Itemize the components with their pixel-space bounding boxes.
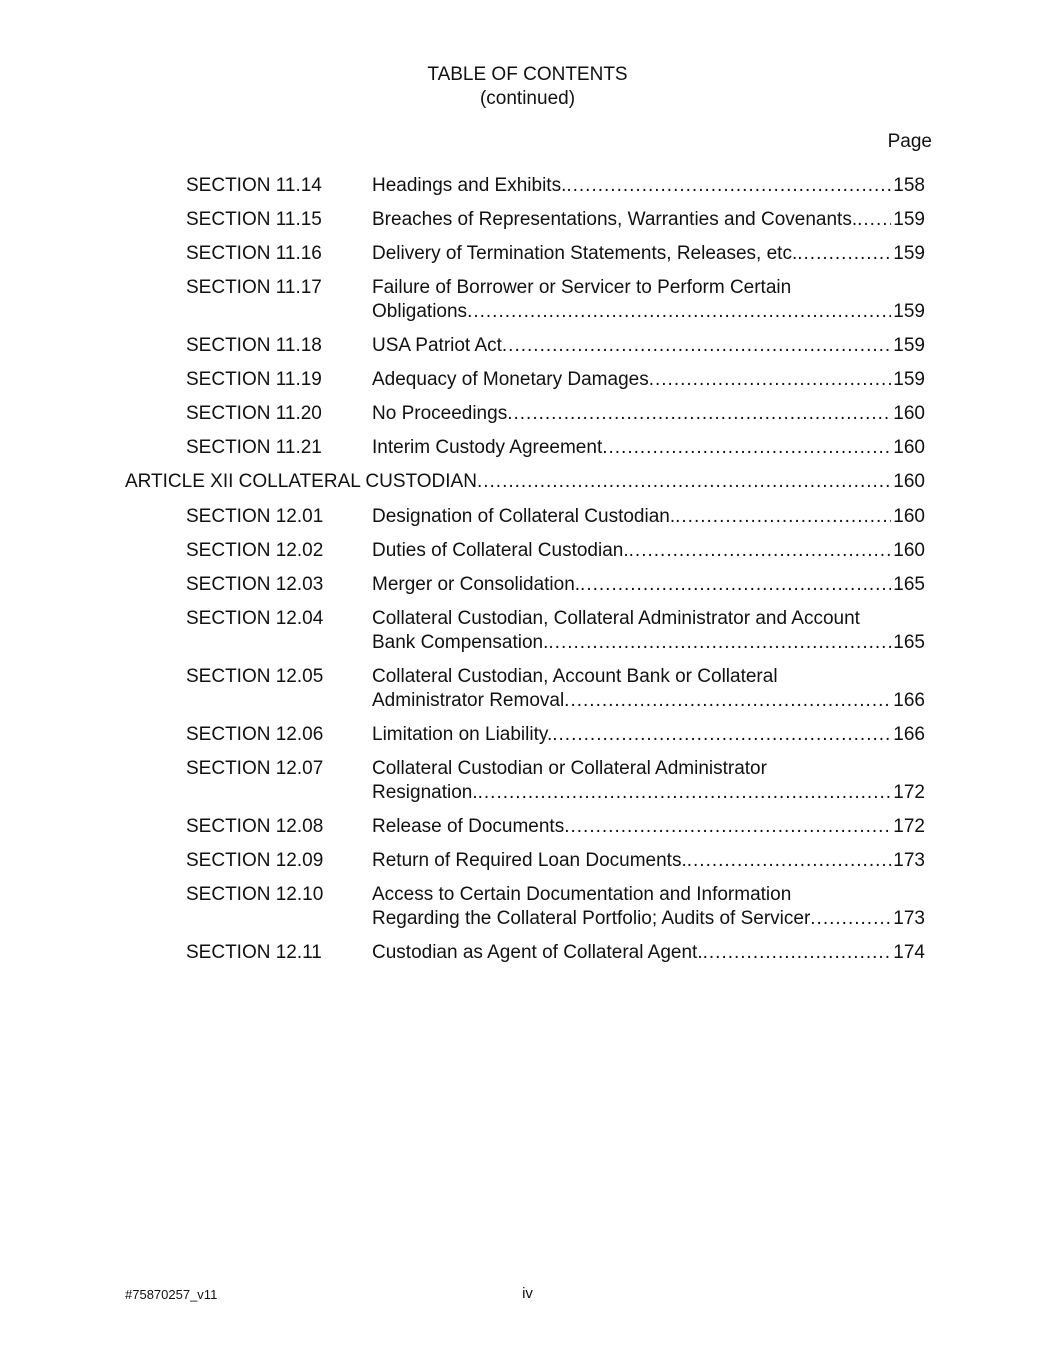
dot-leader bbox=[467, 300, 891, 324]
dot-leader bbox=[552, 723, 891, 747]
page-number: 165 bbox=[893, 574, 925, 595]
dot-leader bbox=[602, 436, 891, 460]
page-number: 159 bbox=[893, 369, 925, 390]
section-heading-line: Resignation. bbox=[372, 782, 478, 803]
section-heading-line: Adequacy of Monetary Damages bbox=[372, 369, 649, 390]
page-number: 158 bbox=[893, 175, 925, 196]
section-number: SECTION 11.16 bbox=[186, 243, 322, 264]
footer-doc-id: #75870257_v11 bbox=[125, 1287, 218, 1302]
section-number: SECTION 12.07 bbox=[186, 758, 324, 779]
section-heading bbox=[372, 849, 925, 873]
page-number: 174 bbox=[893, 942, 925, 963]
section-number: SECTION 12.11 bbox=[186, 942, 322, 963]
section-heading bbox=[372, 276, 925, 324]
dot-leader bbox=[675, 505, 891, 529]
section-heading-line: USA Patriot Act bbox=[372, 335, 502, 356]
section-heading bbox=[372, 505, 925, 529]
page-number: 165 bbox=[893, 632, 925, 653]
section-heading bbox=[372, 573, 925, 597]
page-number: 159 bbox=[893, 335, 925, 356]
section-heading bbox=[372, 334, 925, 358]
section-heading-line: Release of Documents bbox=[372, 816, 565, 837]
section-number: SECTION 12.06 bbox=[186, 724, 324, 745]
page-number: 172 bbox=[893, 816, 925, 837]
page-column-label: Page bbox=[887, 131, 932, 152]
footer-page-number: iv bbox=[522, 1285, 533, 1302]
section-heading-line: Collateral Custodian, Collateral Administrator and Account bbox=[372, 608, 860, 629]
toc-title-block bbox=[0, 63, 1055, 111]
dot-leader bbox=[502, 334, 891, 358]
dot-leader bbox=[564, 815, 891, 839]
section-number: SECTION 11.20 bbox=[186, 403, 322, 424]
section-heading-line: Access to Certain Documentation and Information bbox=[372, 884, 792, 905]
toc-subtitle: (continued) bbox=[479, 88, 576, 109]
page-number: 160 bbox=[893, 471, 925, 492]
section-heading-line: Bank Compensation. bbox=[372, 632, 549, 653]
section-heading bbox=[372, 402, 925, 426]
section-number: SECTION 12.04 bbox=[186, 608, 324, 629]
section-heading bbox=[372, 174, 925, 198]
dot-leader bbox=[629, 539, 892, 563]
dot-leader bbox=[507, 402, 891, 426]
dot-leader bbox=[548, 631, 891, 655]
section-heading bbox=[372, 665, 925, 713]
section-heading bbox=[372, 607, 925, 655]
section-heading-line: Interim Custody Agreement bbox=[372, 437, 603, 458]
section-heading bbox=[372, 436, 925, 460]
section-heading-line: Merger or Consolidation. bbox=[372, 574, 581, 595]
section-number: SECTION 11.14 bbox=[186, 175, 322, 196]
section-number: SECTION 12.03 bbox=[186, 574, 324, 595]
section-heading bbox=[372, 368, 925, 392]
section-heading bbox=[372, 883, 925, 931]
section-heading-line: Obligations bbox=[372, 301, 468, 322]
page-number: 160 bbox=[893, 540, 925, 561]
section-heading-line: Regarding the Collateral Portfolio; Audits of Servicer bbox=[372, 908, 811, 929]
section-number: SECTION 12.10 bbox=[186, 884, 324, 905]
dot-leader bbox=[566, 174, 891, 198]
page-number: 159 bbox=[893, 301, 925, 322]
dot-leader bbox=[564, 689, 891, 713]
page-number: 166 bbox=[893, 690, 925, 711]
toc-title: TABLE OF CONTENTS bbox=[427, 64, 628, 85]
section-heading-line: Delivery of Termination Statements, Releases, etc. bbox=[372, 243, 798, 264]
dot-leader bbox=[580, 573, 891, 597]
page-number: 159 bbox=[893, 243, 925, 264]
section-number: SECTION 11.19 bbox=[186, 369, 322, 390]
section-heading-line: Duties of Collateral Custodian. bbox=[372, 540, 629, 561]
section-heading bbox=[372, 723, 925, 747]
section-heading-line: Limitation on Liability. bbox=[372, 724, 553, 745]
section-heading-line: Failure of Borrower or Servicer to Perform Certain bbox=[372, 277, 792, 298]
section-number: SECTION 12.08 bbox=[186, 816, 324, 837]
page-number: 173 bbox=[893, 908, 925, 929]
dot-leader bbox=[478, 781, 892, 805]
page-number: 160 bbox=[893, 403, 925, 424]
section-heading bbox=[372, 941, 925, 965]
section-heading-line: Return of Required Loan Documents. bbox=[372, 850, 687, 871]
section-number: SECTION 11.17 bbox=[186, 277, 322, 298]
page-number: 173 bbox=[893, 850, 925, 871]
section-number: SECTION 12.05 bbox=[186, 666, 324, 687]
section-heading-line: Collateral Custodian or Collateral Administrator bbox=[372, 758, 767, 779]
section-number: SECTION 12.02 bbox=[186, 540, 324, 561]
section-heading-line: Headings and Exhibits. bbox=[372, 175, 567, 196]
page-number: 172 bbox=[893, 782, 925, 803]
page-number: 160 bbox=[893, 506, 925, 527]
page-number: 160 bbox=[893, 437, 925, 458]
section-heading-line: Designation of Collateral Custodian. bbox=[372, 506, 676, 527]
page-number: 166 bbox=[893, 724, 925, 745]
section-heading bbox=[372, 539, 925, 563]
dot-leader bbox=[649, 368, 892, 392]
section-heading-line: Breaches of Representations, Warranties and Covenants. bbox=[372, 209, 858, 230]
section-heading bbox=[372, 242, 925, 266]
dot-leader bbox=[687, 849, 892, 873]
section-heading-line: Administrator Removal bbox=[372, 690, 565, 711]
section-number: SECTION 11.18 bbox=[186, 335, 322, 356]
section-heading-line: Collateral Custodian, Account Bank or Collateral bbox=[372, 666, 778, 687]
dot-leader bbox=[797, 242, 891, 266]
section-number: SECTION 12.01 bbox=[186, 506, 324, 527]
article-title: ARTICLE XII COLLATERAL CUSTODIAN bbox=[125, 471, 477, 492]
dot-leader bbox=[810, 907, 891, 931]
dot-leader bbox=[703, 941, 892, 965]
section-heading-line: Custodian as Agent of Collateral Agent. bbox=[372, 942, 703, 963]
section-heading bbox=[372, 815, 925, 839]
section-heading bbox=[372, 208, 925, 232]
section-heading-line: No Proceedings bbox=[372, 403, 508, 424]
section-number: SECTION 11.15 bbox=[186, 209, 322, 230]
dot-leader bbox=[477, 470, 891, 494]
page-number: 159 bbox=[893, 209, 925, 230]
dot-leader bbox=[857, 208, 891, 232]
section-number: SECTION 12.09 bbox=[186, 850, 324, 871]
section-heading bbox=[372, 757, 925, 805]
section-number: SECTION 11.21 bbox=[186, 437, 322, 458]
